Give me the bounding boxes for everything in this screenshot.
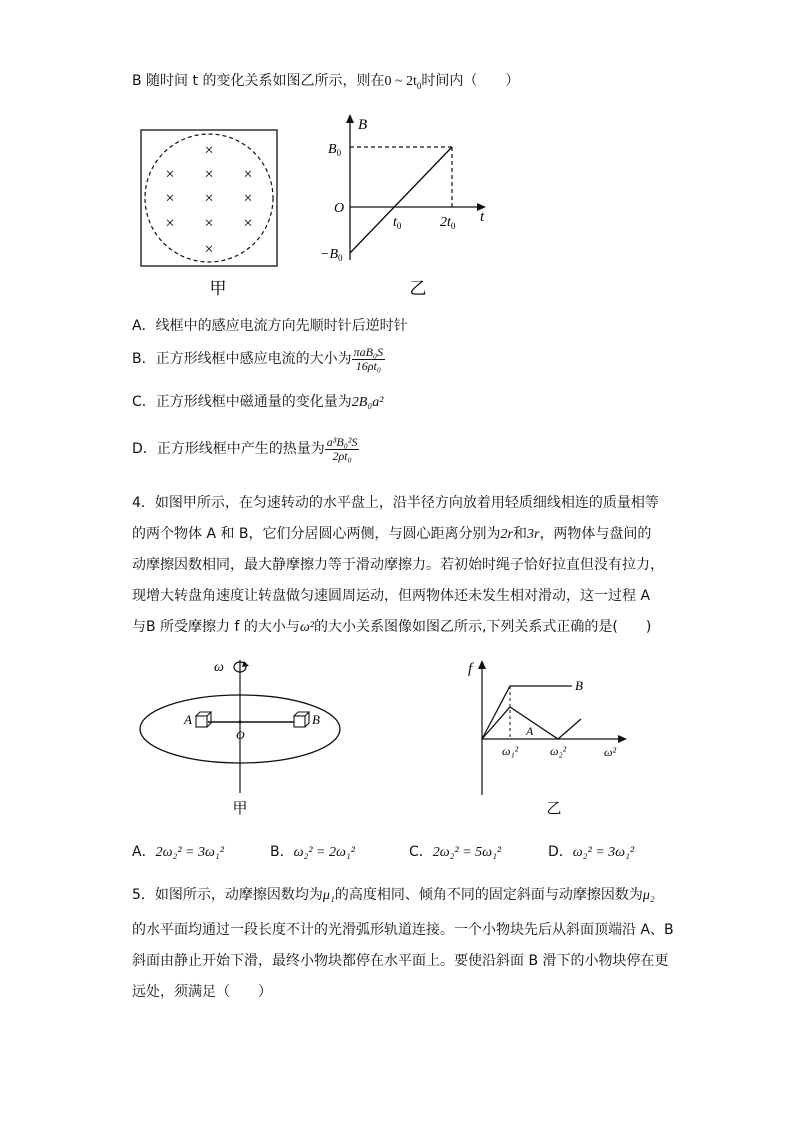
cross: × xyxy=(204,241,214,258)
intro-suffix: 时间内（ ） xyxy=(421,73,520,89)
q5-line-3: 斜面由静止开始下滑，最终小物块都停在水平面上。要使沿斜面 B 滑下的小物块停在更 xyxy=(132,953,669,969)
option-3c: C．正方形线框中磁通量的变化量为2B₀a² xyxy=(132,394,384,410)
figure-yi-friction-graph xyxy=(462,655,632,820)
omega-axis-arrow xyxy=(618,735,627,743)
omega2-sq-label: ω₂² xyxy=(550,744,567,758)
flux-formula: 2B₀a² xyxy=(351,395,384,410)
cross: × xyxy=(165,166,175,183)
q5-line-4: 远处，须满足（ ） xyxy=(132,984,272,1000)
rotation-arrow-head xyxy=(242,661,249,667)
b0-label: $B_0$ xyxy=(328,142,342,158)
omega-label: ω xyxy=(214,660,224,675)
curve-b-label: B xyxy=(575,678,583,693)
intro-range: 0 ~ $2t_0$ xyxy=(384,74,422,91)
omega1-sq-label: ω₁² xyxy=(502,744,519,758)
curve-a-label: A xyxy=(526,724,534,738)
jia-label: 甲 xyxy=(209,279,227,298)
option-4d: D．ω₂² = 3ω₁² xyxy=(548,844,635,860)
heat-fraction: $\frac{\text{a³B₀²S}}{\text{2ρt₀}}$ xyxy=(326,434,358,463)
option-4c: C．2ω₂² = 5ω₁² xyxy=(409,844,502,860)
cross: × xyxy=(204,190,214,207)
label-b: B xyxy=(312,712,320,727)
f-label: f xyxy=(468,661,473,677)
q4-line-4: 现增大转盘角速度让转盘做匀速圆周运动，但两物体还未发生相对滑动，这一过程 A xyxy=(132,588,651,604)
figure-jia-magnetic-field xyxy=(140,128,280,300)
option-3b: B．正方形线框中感应电流的大小为 $\frac{\text{πaB₀S}}{\text{16ρt₀}}$ xyxy=(132,344,384,373)
option-4b: B．ω₂² = 2ω₁² xyxy=(270,844,355,860)
cross: × xyxy=(204,215,214,232)
center-dot xyxy=(239,721,242,724)
figure-jia-rotating-disk xyxy=(140,655,350,820)
cross: × xyxy=(243,215,253,232)
jia-label-2: 甲 xyxy=(232,801,248,817)
q4-line-2: 的两个物体 A 和 B，它们分居圆心两侧，与圆心距离分别为2r和3r，两物体与盘间的 xyxy=(132,526,652,542)
figure-yi-b-t-graph xyxy=(320,112,498,302)
q4-line-1: 4．如图甲所示，在匀速转动的水平盘上，沿半径方向放着用轻质细线相连的质量相等 xyxy=(132,495,659,511)
option-3d: D．正方形线框中产生的热量为 $\frac{\text{a³B₀²S}}{\text{2ρt₀}}$ xyxy=(132,434,358,463)
intro-line xyxy=(132,71,519,96)
label-a: A xyxy=(184,712,192,727)
b-line xyxy=(350,147,452,253)
t0-label: $t_0$ xyxy=(393,215,402,231)
f-axis-arrow xyxy=(478,660,486,669)
option-4a: A．2ω₂² = 3ω₁² xyxy=(132,844,224,860)
cross: × xyxy=(243,190,253,207)
yi-label-2: 乙 xyxy=(546,801,562,817)
q4-line-3: 动摩擦因数相同，最大静摩擦力等于滑动摩擦力。若初始时绳子恰好拉直但没有拉力， xyxy=(132,557,664,573)
q5-line-1: 5．如图所示，动摩擦因数均为μ₁的高度相同、倾角不同的固定斜面与动摩擦因数为μ₂ xyxy=(132,887,655,903)
intro-prefix: B 随时间 t 的变化关系如图乙所示，则在 xyxy=(132,73,385,89)
omega-sq-axis-label: ω² xyxy=(604,745,617,759)
t-axis-label: t xyxy=(480,209,485,225)
neg-b0-label: $-B_0$ xyxy=(320,247,343,263)
b-axis-arrow xyxy=(346,114,354,123)
q4-line-5: 与B 所受摩擦力 f 的大小与ω²的大小关系图像如图乙所示,下列关系式正确的是( ) xyxy=(132,619,652,635)
cross: × xyxy=(165,190,175,207)
cross: × xyxy=(204,166,214,183)
cross: × xyxy=(165,215,175,232)
block-b xyxy=(294,716,305,727)
label-o: O xyxy=(236,728,245,742)
option-3a: A．线框中的感应电流方向先顺时针后逆时针 xyxy=(132,318,408,334)
yi-label: 乙 xyxy=(409,279,427,298)
block-a xyxy=(196,716,207,727)
q5-line-2: 的水平面均通过一段长度不计的光滑弧形轨道连接。一个小物块先后从斜面顶端沿 A、B xyxy=(132,922,674,938)
b-axis-label: B xyxy=(358,117,368,133)
current-fraction: $\frac{\text{πaB₀S}}{\text{16ρt₀}}$ xyxy=(353,344,384,373)
origin-label: O xyxy=(334,201,345,216)
two-t0-label: $2t_0$ xyxy=(440,215,456,231)
cross: × xyxy=(243,166,253,183)
cross: × xyxy=(204,142,214,159)
